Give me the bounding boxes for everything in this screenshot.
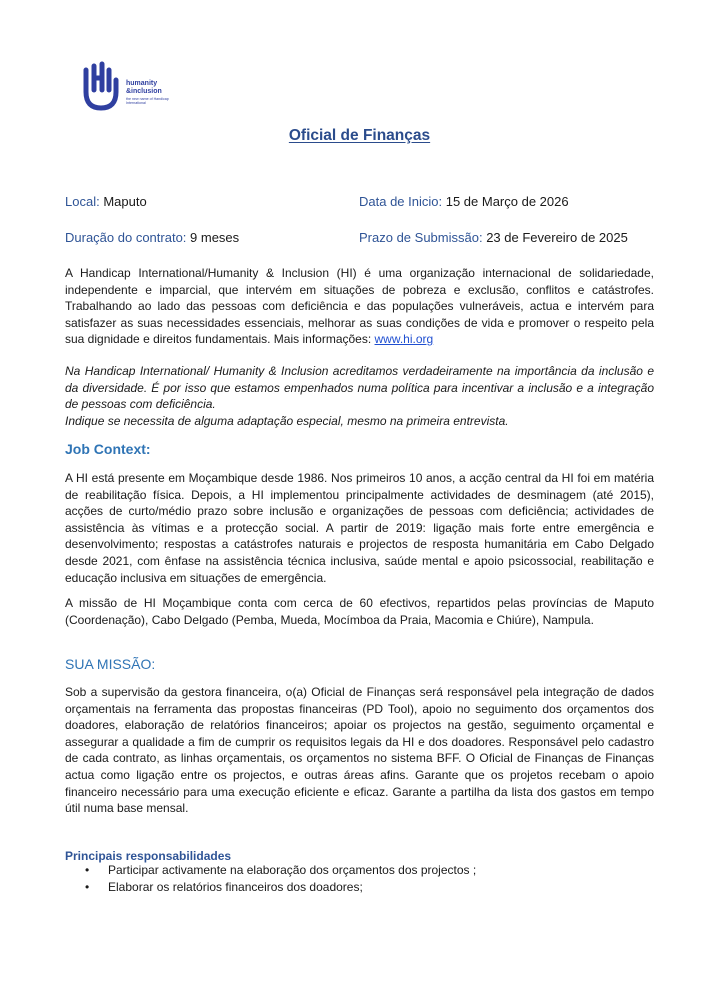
location-label: Local:	[65, 194, 100, 209]
list-item	[65, 879, 654, 896]
job-context-paragraph-1: A HI está presente em Moçambique desde 1986. Nos primeiros 10 anos, a acção central da HI foi em matéria de reabilitação física. Depois, a HI implementou principalmente actividades de desminagem (até 2015), acções de curto/médio prazo sobre inclusão e organizações de pessoas com deficiência; actividades de assistência às vítimas e a protecção social. A partir de 2019: ligação mais forte entre emergência e desenvolvimento; respostas a catástrofes naturais e projectos de resposta humanitária em Cabo Delgado desde 2021, com ênfase na assistência técnica inclusiva, saúde mental e apoio psicossocial, reabilitação e educação inclusiva em situações de emergência.	[65, 471, 654, 585]
logo-tagline: the new name of Handicap International	[126, 97, 169, 105]
location-field	[65, 194, 147, 209]
intro-paragraph	[65, 265, 654, 348]
adaptation-note: Indique se necessita de alguma adaptação especial, mesmo na primeira entrevista.	[65, 413, 509, 428]
responsibilities-list	[65, 862, 654, 896]
hand-logo-icon	[80, 58, 124, 114]
mission-heading: SUA MISSÃO:	[65, 656, 156, 672]
hi-logo	[80, 58, 180, 114]
page-title: Oficial de Finanças	[288, 127, 431, 144]
hi-website-link[interactable]: www.hi.org	[374, 332, 434, 347]
start-date-label: Data de Inicio:	[359, 194, 443, 209]
list-item-text: Participar activamente na elaboração dos orçamentos dos projectos ;	[108, 863, 477, 877]
deadline-label: Prazo de Submissão:	[359, 230, 483, 245]
responsibilities-heading: Principais responsabilidades	[65, 849, 232, 863]
deadline-field	[359, 230, 628, 245]
bullet-icon: •	[85, 880, 90, 894]
deadline-value: 23 de Fevereiro de 2025	[482, 230, 628, 245]
start-date-field	[359, 194, 569, 209]
duration-label: Duração do contrato:	[65, 230, 187, 245]
duration-value: 9 meses	[186, 230, 240, 245]
job-context-paragraph-2: A missão de HI Moçambique conta com cerca de 60 efectivos, repartidos pelas províncias de Maputo (Coordenação), Cabo Delgado (Pemba, Mueda, Mocímboa da Praia, Macomia e Chiúre), Nampula.	[65, 596, 654, 627]
start-date-value: 15 de Março de 2026	[442, 194, 569, 209]
logo-brand-line1: humanity	[126, 80, 158, 87]
duration-field	[65, 230, 239, 245]
diversity-text: Na Handicap International/ Humanity & Inclusion acreditamos verdadeiramente na importância da inclusão e da diversidade. É por isso que estamos empenhados numa política para incentivar a inclusão e a integração de pessoas com deficiência.	[65, 364, 654, 412]
logo-brand-line2: &inclusion	[126, 88, 162, 95]
job-context-heading: Job Context:	[65, 441, 151, 457]
diversity-paragraph	[65, 363, 654, 429]
intro-text: A Handicap International/Humanity & Inclusion (HI) é uma organização internacional de solidariedade, independente e imparcial, que intervém em situações de pobreza e exclusão, conflitos e catástrofes. Trabalhando ao lado das pessoas com deficiência e das populações vulneráveis, actua e intervém para satisfazer as suas necessidades essenciais, melhorar as suas condições de vida e promover o respeito pela sua dignidade e direitos fundamentais. Mais informações:	[65, 266, 654, 347]
location-value: Maputo	[99, 194, 147, 209]
mission-paragraph: Sob a supervisão da gestora financeira, o(a) Oficial de Finanças será responsável pela integração de dados orçamentais na ferramenta das propostas financeiras (PD Tool), apoio no seguimento dos orçamentos dos doadores, elaboração de relatórios financeiros; apoiar os projectos na gestão, seguimento orçamental e assegurar a qualidade a fim de cumprir os requisitos legais da HI e dos doadores. Responsável pelo cadastro de cada contrato, as linhas orçamentais, os orçamentos no sistema BFF. O Oficial de Finanças de Finanças actua como ligação entre os projectos, e outras áreas afins. Garante que os projetos recebam o apoio financeiro necessário para uma execução eficiente e eficaz. Garante a partilha da lista dos gastos em tempo útil numa base mensal.	[65, 685, 654, 816]
logo-wordmark	[126, 80, 162, 96]
list-item-text: Elaborar os relatórios financeiros dos doadores;	[108, 880, 363, 894]
bullet-icon: •	[85, 863, 90, 877]
list-item	[65, 862, 654, 879]
